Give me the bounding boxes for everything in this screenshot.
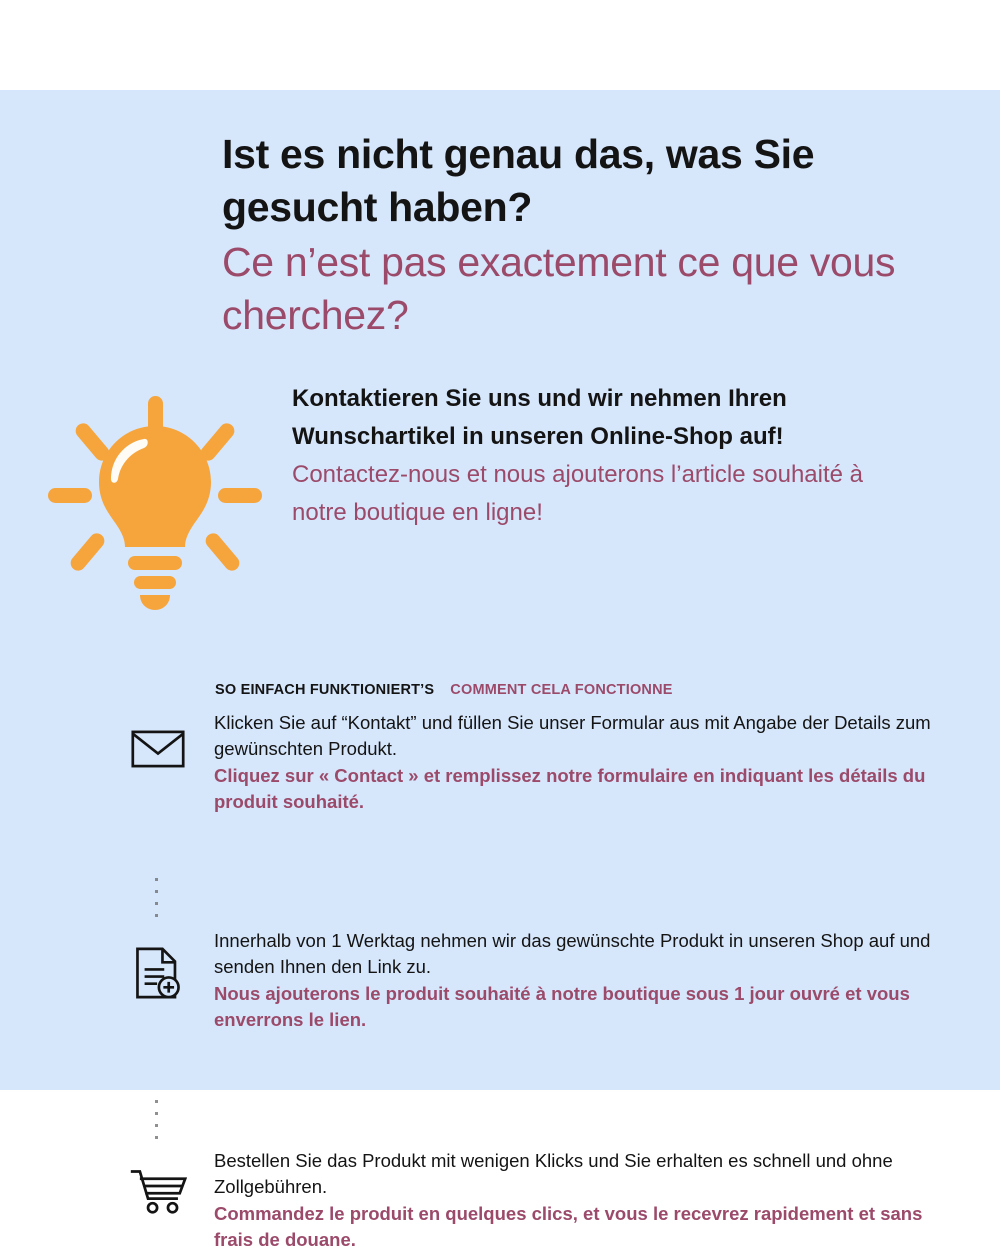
step-french-3: Commandez le produit en quelques clics, et vous le recevrez rapidement et sans frais de douane. [214, 1202, 923, 1250]
intro-section [0, 380, 1000, 650]
intro-text-block [292, 380, 912, 532]
step-text-3 [196, 1148, 950, 1253]
step-german-1: Klicken Sie auf “Kontakt” und füllen Sie unser Formular aus mit Angabe der Details zum gewünschten Produkt. [214, 712, 931, 760]
shopping-cart-icon [120, 1148, 196, 1215]
steps-heading-french: COMMENT CELA FONCTIONNE [450, 682, 673, 698]
list-item [120, 710, 950, 815]
step-german-2: Innerhalb von 1 Werktag nehmen wir das gewünschte Produkt in unseren Shop auf und senden Ihnen den Link zu. [214, 930, 931, 978]
connector-dots-1 [155, 878, 158, 922]
envelope-icon [120, 710, 196, 770]
step-text-1 [196, 710, 950, 815]
list-item [120, 928, 950, 1033]
step-french-1: Cliquez sur « Contact » et remplissez notre formulaire en indiquant les détails du produit souhaité. [214, 764, 926, 812]
list-item [120, 1148, 950, 1253]
steps-heading-german: SO EINFACH FUNKTIONIERT’S [215, 682, 435, 698]
connector-dots-2 [155, 1100, 158, 1144]
promo-banner [0, 90, 1000, 1250]
intro-french: Contactez-nous et nous ajouterons l’article souhaité à notre boutique en ligne! [292, 460, 864, 526]
headline-german: Ist es nicht genau das, was Sie gesucht haben? [222, 131, 815, 230]
document-add-icon [120, 928, 196, 1000]
steps-heading [215, 682, 673, 698]
step-french-2: Nous ajouterons le produit souhaité à notre boutique sous 1 jour ouvré et vous enverrons le lien. [214, 982, 910, 1030]
intro-german: Kontaktieren Sie uns und wir nehmen Ihren Wunschartikel in unseren Online-Shop auf! [292, 385, 787, 450]
headline-block [222, 128, 942, 342]
lightbulb-icon [40, 390, 270, 620]
step-german-3: Bestellen Sie das Produkt mit wenigen Klicks und Sie erhalten es schnell und ohne Zollgebühren. [214, 1150, 893, 1198]
headline-french: Ce n’est pas exactement ce que vous cherchez? [222, 238, 896, 338]
step-text-2 [196, 928, 950, 1033]
